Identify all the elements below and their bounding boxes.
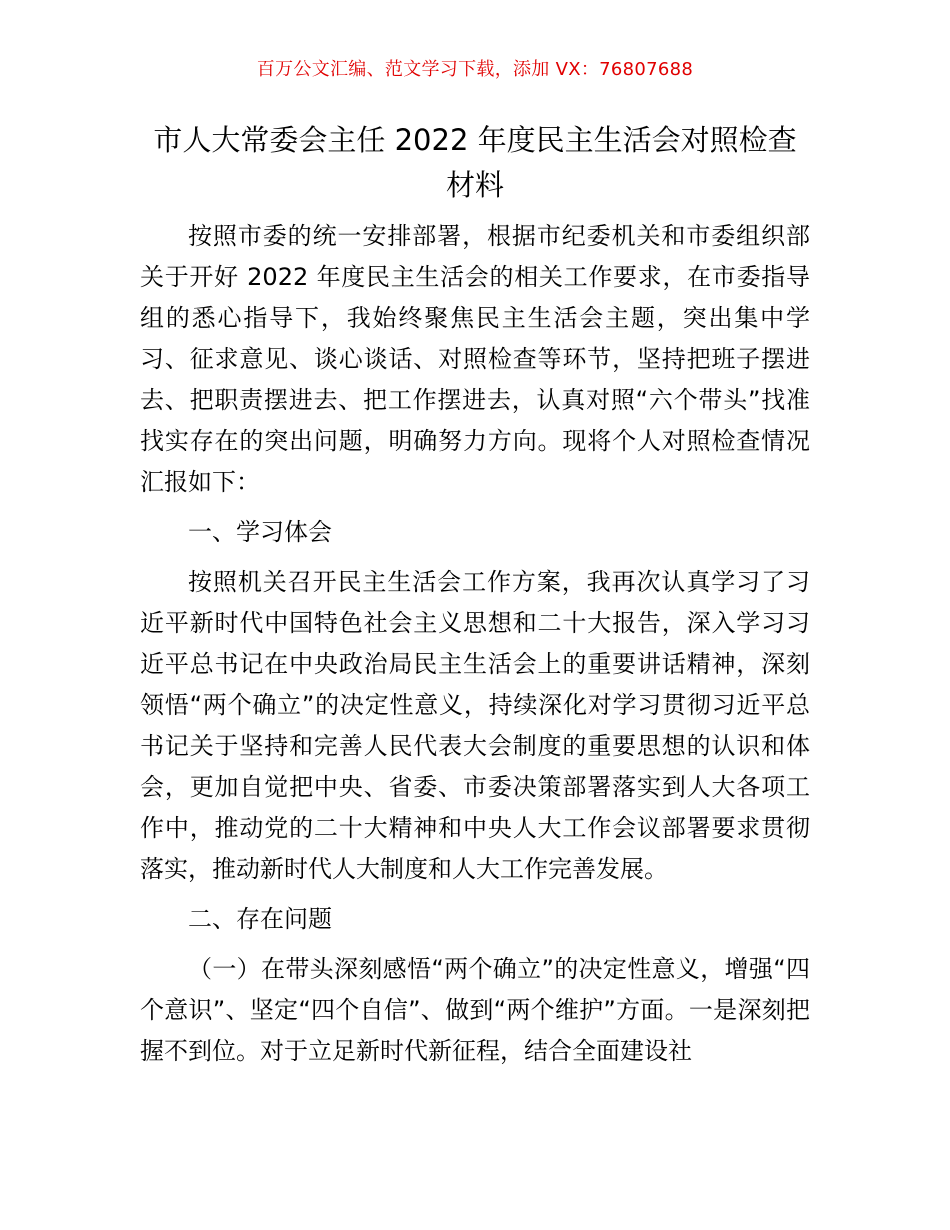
problem-paragraph-1: （一）在带头深刻感悟“两个确立”的决定性意义，增强“四个意识”、坚定“四个自信”、做到“两个维护”方面。一是深刻把握不到位。对于立足新时代新征程，结合全面建设社 bbox=[140, 955, 810, 1065]
watermark-banner: 百万公文汇编、范文学习下载，添加 VX：76807688 bbox=[256, 59, 694, 80]
study-paragraph: 按照机关召开民主生活会工作方案，我再次认真学习了习近平新时代中国特色社会主义思想和二十大报告，深入学习习近平总书记在中央政治局民主生活会上的重要讲话精神，深刻领悟“两个确立”的决定性意义，持续深化对学习贯彻习近平总书记关于坚持和完善人民代表大会制度的重要思想的认识和体会，更加自觉把中央、省委、市委决策部署落实到人大各项工作中，推动党的二十大精神和中央人大工作会议部署要求贯彻落实，推动新时代人大制度和人大工作完善发展。 bbox=[140, 568, 810, 883]
intro-paragraph: 按照市委的统一安排部署，根据市纪委机关和市委组织部关于开好 2022 年度民主生活会的相关工作要求，在市委指导组的悉心指导下，我始终聚焦民主生活会主题，突出集中学习、征求意见、谈心谈话、对照检查等环节，坚持把班子摆进去、把职责摆进去、把工作摆进去，认真对照“六个带头”找准找实存在的突出问题，明确努力方向。现将个人对照检查情况汇报如下： bbox=[140, 222, 810, 496]
document-title: 市人大常委会主任 2022 年度民主生活会对照检查材料 bbox=[153, 123, 797, 202]
section-heading-problems: 二、存在问题 bbox=[188, 905, 332, 933]
section-heading-study: 一、学习体会 bbox=[188, 518, 332, 546]
document-body bbox=[140, 216, 810, 1072]
